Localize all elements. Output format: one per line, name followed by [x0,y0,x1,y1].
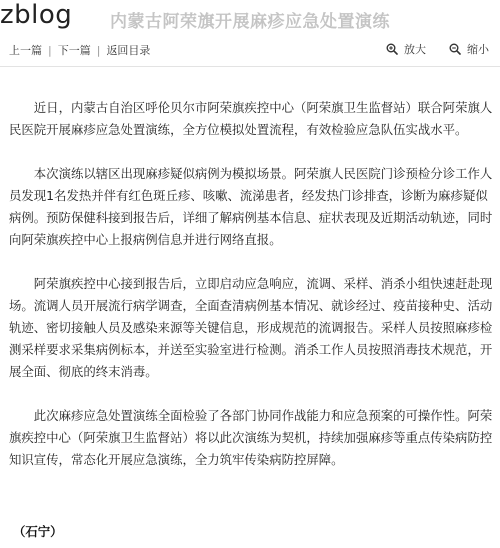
zoom-in-button[interactable] [386,41,426,57]
toolbar-divider [0,66,500,67]
article-paragraph: 近日，内蒙古自治区呼伦贝尔市阿荣旗疾控中心（阿荣旗卫生监督站）联合阿荣旗人民医院开展麻疹应急处置演练，全方位模拟处置流程，有效检验应急队伍实战水平。 [9,100,493,137]
zoom-out-icon [449,43,461,55]
nav-separator: | [96,44,101,57]
zoom-in-label: 放大 [404,43,426,56]
article-paragraph: 此次麻疹应急处置演练全面检验了各部门协同作战能力和应急预案的可操作性。阿荣旗疾控中心（阿荣旗卫生监督站）将以此次演练为契机，持续加强麻疹等重点传染病防控知识宣传，常态化开展应急演练，全力筑牢传染病防控屏障。 [9,408,493,467]
zoom-in-icon [386,43,398,55]
article-paragraph: 阿荣旗疾控中心接到报告后，立即启动应急响应，流调、采样、消杀小组快速赶赴现场。流调人员开展流行病学调查，全面查清病例基本情况、就诊经过、疫苗接种史、活动轨迹、密切接触人员及感染来源等关键信息，形成规范的流调报告。采样人员按照麻疹检测采样要求采集病例标本，并送至实验室进行检测。消杀工作人员按照消毒技术规范，开展全面、彻底的终末消毒。 [9,276,493,379]
article-body [9,97,496,493]
article-author: （石宁） [13,524,63,539]
zoom-out-label: 缩小 [467,43,489,56]
article-nav [9,42,150,58]
article-title: 内蒙古阿荣旗开展麻疹应急处置演练 [110,12,390,32]
site-brand[interactable]: zblog [0,0,73,30]
article-paragraph: 本次演练以辖区出现麻疹疑似病例为模拟场景。阿荣旗人民医院门诊预检分诊工作人员发现1名发热并伴有红色斑丘疹、咳嗽、流涕患者，经发热门诊排查，诊断为麻疹疑似病例。预防保健科接到报告后，详细了解病例基本信息、症状表现及近期活动轨迹，同时向阿荣旗疾控中心上报病例信息并进行网络直报。 [9,166,493,247]
next-article-link[interactable]: 下一篇 [57,44,91,57]
back-to-index-link[interactable]: 返回目录 [106,44,151,57]
nav-separator: | [48,44,52,57]
zoom-out-button[interactable] [449,41,489,57]
article-toolbar [0,38,500,62]
prev-article-link[interactable]: 上一篇 [9,44,42,57]
